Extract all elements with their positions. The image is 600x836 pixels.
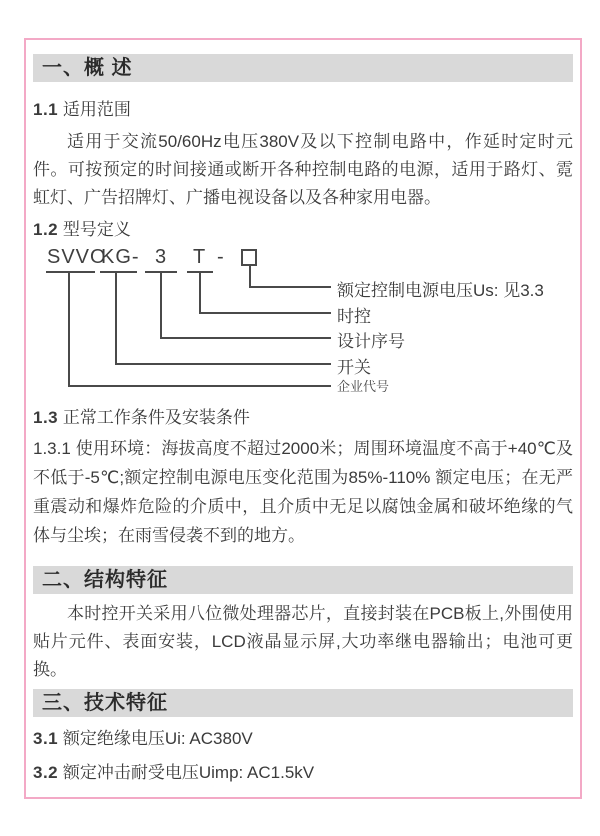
model-label-design-number: 设计序号 — [337, 332, 405, 351]
section-technical-heading — [33, 689, 573, 717]
section-overview-heading — [33, 54, 573, 82]
clause-1-3-title: 正常工作条件及安装条件 — [62, 408, 250, 427]
clause-1-2-title: 型号定义 — [62, 220, 131, 239]
clause-1-1-paragraph: 适用于交流50/60Hz电压380V及以下控制电路中，作延时定时元件。可按预定的时间接通或断开各种控制电路的电源，适用于路灯、霓虹灯、广告招牌灯、广播电视设备以及各种家用电器。 — [33, 132, 573, 207]
model-part-timer-code: T — [193, 246, 207, 268]
leader-vline-timer — [199, 272, 201, 312]
clause-1-1 — [33, 96, 573, 124]
leader-hline-voltage — [249, 286, 331, 288]
leader-vline-voltage — [249, 264, 251, 286]
clause-1-1-title: 适用范围 — [62, 100, 131, 119]
clause-3-1-text: 额定绝缘电压Ui: AC380V — [62, 729, 253, 748]
model-part-design-number: 3 — [155, 246, 168, 268]
clause-1-3-1-text: 使用环境：海拔高度不超过2000米；周围环境温度不高于+40℃及不低于-5℃;额定控制电源电压变化范围为85%-110% 额定电压；在无严重震动和爆炸危险的介质中，且介质中无足以腐蚀金属和破坏绝缘的气体与尘埃；在雨雪侵袭不到的地方。 — [33, 439, 573, 545]
clause-3-2 — [33, 759, 573, 787]
underline-switch — [100, 271, 137, 273]
leader-hline-company — [68, 385, 331, 387]
leader-hline-design — [160, 337, 331, 339]
leader-hline-timer — [199, 312, 331, 314]
model-part-switch-code: KG- — [101, 246, 140, 268]
underline-company — [46, 271, 95, 273]
clause-1-3-number: 1.3 — [33, 408, 59, 427]
model-label-switch: 开关 — [337, 358, 371, 377]
clause-1-2-number: 1.2 — [33, 220, 59, 239]
leader-hline-switch — [115, 363, 331, 365]
clause-3-2-text: 额定冲击耐受电压Uimp: AC1.5kV — [62, 763, 315, 782]
leader-vline-design — [160, 272, 162, 337]
section-structure-heading — [33, 566, 573, 594]
model-label-timer: 时控 — [337, 307, 371, 326]
clause-1-3-1-number: 1.3.1 — [33, 439, 71, 458]
manual-page — [24, 38, 582, 799]
section-overview-heading-text: 一、概 述 — [42, 57, 133, 79]
model-definition-diagram — [33, 246, 573, 398]
leader-vline-switch — [115, 272, 117, 363]
clause-3-2-number: 3.2 — [33, 763, 59, 782]
model-label-company-code: 企业代号 — [337, 379, 390, 394]
clause-1-1-number: 1.1 — [33, 100, 59, 119]
clause-1-3-1-paragraph — [33, 434, 573, 550]
section-technical-heading-text: 三、技术特征 — [42, 692, 168, 714]
leader-vline-company — [68, 272, 70, 385]
clause-3-1-number: 3.1 — [33, 729, 59, 748]
section-structure-heading-text: 二、结构特征 — [42, 569, 168, 591]
model-part-dash: - — [217, 246, 225, 268]
clause-3-1 — [33, 725, 573, 753]
model-label-rated-voltage: 额定控制电源电压Us: 见3.3 — [337, 281, 544, 300]
structure-paragraph: 本时控开关采用八位微处理器芯片，直接封装在PCB板上,外围使用贴片元件、表面安装，LCD液晶显示屏,大功率继电器输出；电池可更换。 — [33, 604, 573, 679]
clause-1-2 — [33, 216, 573, 244]
model-part-company-code: SVVO — [47, 246, 107, 268]
clause-1-3 — [33, 404, 573, 432]
